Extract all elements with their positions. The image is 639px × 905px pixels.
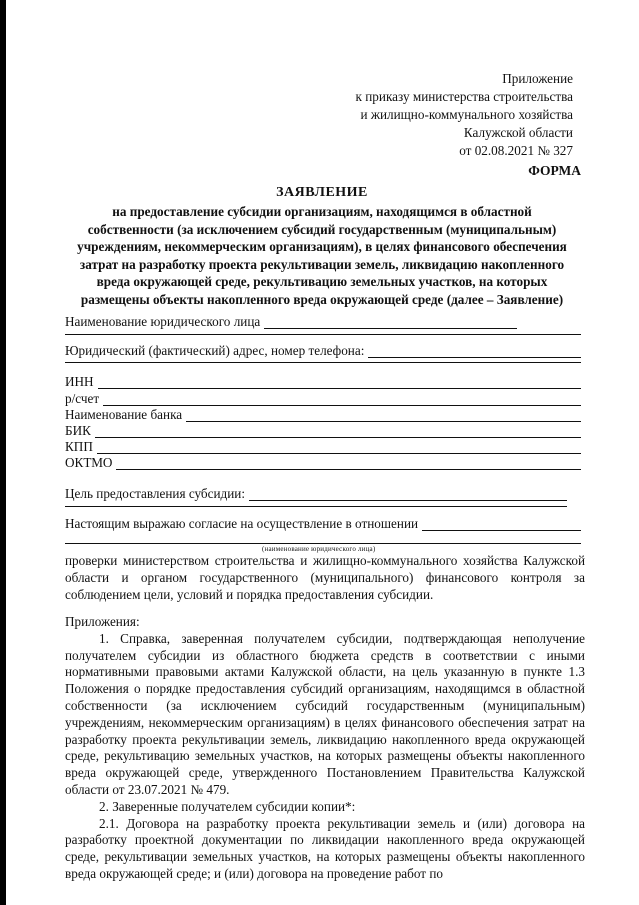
kpp-field[interactable] bbox=[65, 438, 581, 454]
org-name-caption: (наименование юридического лица) bbox=[262, 545, 376, 553]
scan-edge bbox=[0, 0, 6, 905]
bik-label: БИК bbox=[65, 423, 91, 438]
address-label: Юридический (фактический) адрес, номер телефона: bbox=[65, 343, 365, 358]
document-title bbox=[62, 185, 582, 309]
consent-label: Настоящим выражаю согласие на осуществление в отношении bbox=[65, 516, 419, 531]
title-heading: ЗАЯВЛЕНИЕ bbox=[276, 185, 368, 200]
account-line[interactable] bbox=[103, 394, 581, 406]
org-name-label: Наименование юридического лица bbox=[65, 314, 261, 329]
consent-paragraph bbox=[65, 553, 585, 603]
attachment-item-1: 1. Справка, заверенная получателем субсидии, подтверждающая неполучение получателем субсидии из областного бюджета средств в соответствии с иными нормативными правовыми актами Калужской области, на цель указанную в пункте 1.3 Положения о порядке предоставления субсидий организациям, находящимся в областной собственности (за исключением субсидий государственным (муниципальным) учреждениям, некоммерческим организациям) в целях финансового обеспечения затрат на разработку проекта рекультивации земель, ликвидацию накопленного вреда окружающей среде, рекультивацию земельных участков, на которых размещены объекты накопленного вреда окружающей среде, утвержденного Постановлением Правительства Калужской области от 23.07.2021 № 479. bbox=[65, 630, 585, 797]
inn-field[interactable] bbox=[65, 373, 581, 389]
title-line: на предоставление субсидии организациям, находящимся в областной bbox=[112, 204, 532, 219]
title-line: размещены объекты накопленного вреда окружающей среде (далее – Заявление) bbox=[80, 291, 564, 307]
consent-text: проверки министерством строительства и жилищно-коммунального хозяйства Калужской области и органом государственного (муниципального) финансового контроля за соблюдением цели, условий и порядка предоставления субсидии. bbox=[65, 553, 585, 602]
account-label: р/счет bbox=[65, 391, 100, 406]
purpose-label: Цель предоставления субсидии: bbox=[65, 486, 246, 501]
title-line: учреждениям, некоммерческим организациям), в целях финансового обеспечения bbox=[77, 239, 567, 255]
inn-line[interactable] bbox=[98, 377, 581, 389]
appendix-line: Приложение bbox=[502, 71, 573, 86]
oktmo-label: ОКТМО bbox=[65, 455, 113, 470]
appendix-block bbox=[356, 70, 573, 160]
consent-field[interactable] bbox=[65, 515, 581, 531]
purpose-line[interactable] bbox=[249, 489, 567, 501]
appendix-line: к приказу министерства строительства bbox=[355, 89, 573, 104]
address-line-2[interactable] bbox=[65, 362, 581, 363]
bik-field[interactable] bbox=[65, 422, 581, 438]
org-name-line[interactable] bbox=[264, 317, 517, 329]
inn-label: ИНН bbox=[65, 374, 94, 389]
attachments-heading: Приложения: bbox=[65, 614, 140, 629]
kpp-label: КПП bbox=[65, 439, 93, 454]
attachments-section bbox=[65, 614, 585, 883]
bank-label: Наименование банка bbox=[65, 407, 183, 422]
purpose-line-2[interactable] bbox=[65, 506, 567, 507]
form-label: ФОРМА bbox=[528, 163, 581, 178]
address-field[interactable] bbox=[65, 342, 581, 358]
oktmo-field[interactable] bbox=[65, 454, 581, 470]
bank-field[interactable] bbox=[65, 406, 581, 422]
title-line: затрат на разработку проекта рекультивации земель, ликвидацию накопленного bbox=[79, 256, 565, 272]
address-line[interactable] bbox=[368, 346, 581, 358]
appendix-line: от 02.08.2021 № 327 bbox=[459, 143, 573, 158]
org-name-field[interactable] bbox=[65, 313, 517, 329]
title-line: собственности (за исключением субсидий государственным (муниципальным) bbox=[87, 221, 557, 237]
purpose-field[interactable] bbox=[65, 485, 567, 501]
kpp-line[interactable] bbox=[97, 442, 581, 454]
bank-line[interactable] bbox=[186, 410, 581, 422]
org-name-consent-line[interactable] bbox=[65, 543, 581, 544]
appendix-line: и жилищно-коммунального хозяйства bbox=[360, 107, 573, 122]
appendix-line: Калужской области bbox=[463, 125, 573, 140]
oktmo-line[interactable] bbox=[116, 458, 581, 470]
account-field[interactable] bbox=[65, 390, 581, 406]
title-line: вреда окружающей среде, рекультивацию земельных участков, на которых bbox=[96, 274, 548, 290]
attachment-item-2: 2. Заверенные получателем субсидии копии*: bbox=[99, 798, 356, 814]
org-name-line-2[interactable] bbox=[65, 334, 581, 335]
consent-line[interactable] bbox=[422, 519, 581, 531]
bik-line[interactable] bbox=[95, 426, 581, 438]
attachment-item-2-1: 2.1. Договора на разработку проекта рекультивации земель и (или) договора на разработку проектной документации по ликвидации накопленного вреда окружающей среде, рекультивации земельных участков, на которых размещены объекты накопленного вреда окружающей среде; и (или) договора на проведение работ по bbox=[65, 815, 585, 881]
